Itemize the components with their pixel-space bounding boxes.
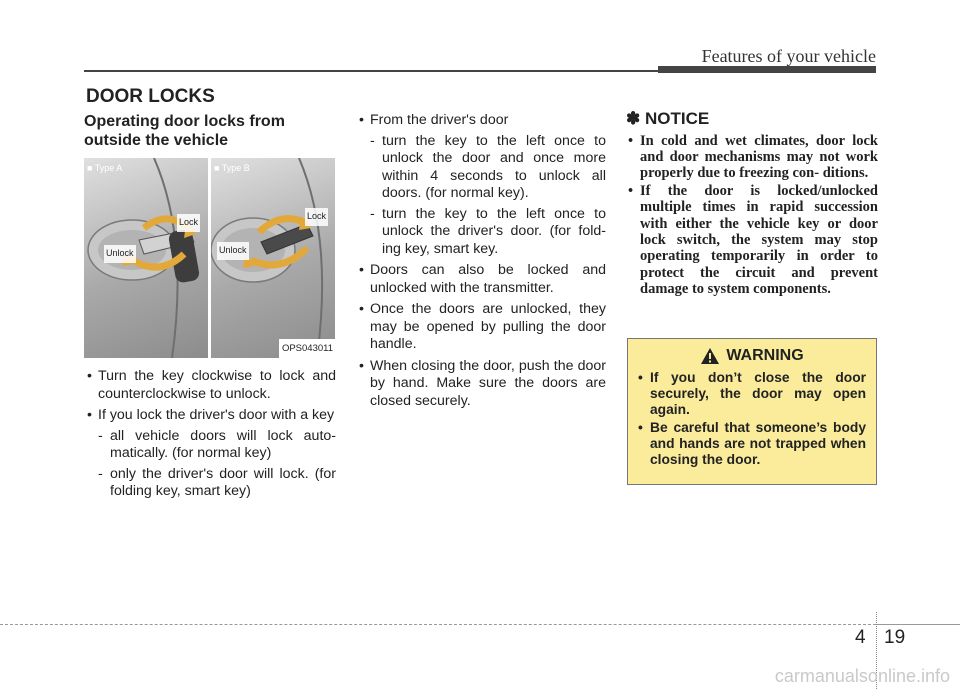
notice-item: • In cold and wet climates, door lock and door mechanisms may not work properly due to freezing con- ditions. — [626, 133, 878, 182]
sub-list-item: - turn the key to the left once to unlock the driver's door. (for fold- ing key, smart key. — [370, 206, 606, 259]
notice-item: • If the door is locked/unlocked multiple times in rapid succession with either the vehicle key or door lock switch, the system may stop operating temporarily in order to protect the circuit and prevent damage to system components. — [626, 183, 878, 298]
sub-list-item: - turn the key to the left once to unlock the door and once more within 4 seconds to unlock all doors. (for normal key). — [370, 133, 606, 203]
figure-panel-type-a — [84, 158, 208, 358]
subheading-outside-locks: Operating door locks from outside the vehicle — [84, 113, 285, 149]
unlock-label-b: Unlock — [217, 242, 249, 260]
list-item: • If you lock the driver's door with a key - all vehicle doors will lock auto- matically. (for normal key) - only the driver's door will lock. (for folding key, smart key) — [84, 407, 336, 501]
warning-list — [638, 370, 866, 468]
footer-rule — [0, 624, 876, 625]
warning-item: • If you don’t close the door securely, the door may open again. — [638, 370, 866, 418]
list-item: • From the driver's door - turn the key to the left once to unlock the door and once more within 4 seconds to unlock all doors. (for normal key). - turn the key to the left once to unlock the driver's door. (for fold- ing key, smart key. — [356, 112, 606, 258]
lock-label-a: Lock — [177, 214, 200, 232]
list-item: • Turn the key clockwise to lock and counterclockwise to unlock. — [84, 368, 336, 403]
col1-bullet-list — [84, 368, 336, 501]
warning-triangle-icon — [700, 347, 720, 365]
notice-title: ✽ NOTICE — [626, 109, 710, 128]
lock-label-b: Lock — [305, 208, 328, 226]
warning-header — [638, 347, 866, 365]
sub-list — [98, 428, 336, 501]
list-item: • Once the doors are unlocked, they may be opened by pulling the door handle. — [356, 301, 606, 354]
running-title: Features of your vehicle — [701, 46, 876, 66]
door-lock-figure — [84, 158, 336, 358]
sub-list-item: - only the driver's door will lock. (for folding key, smart key) — [98, 466, 336, 501]
chapter-number: 4 — [855, 627, 866, 648]
figure-panel-type-b — [211, 158, 335, 358]
type-a-label: ■ Type A — [87, 163, 123, 173]
header-rule — [84, 70, 658, 72]
list-item: • Doors can also be locked and unlocked with the transmitter. — [356, 262, 606, 297]
warning-title: WARNING — [726, 347, 804, 364]
header-rule-accent — [658, 66, 876, 73]
unlock-label-a: Unlock — [104, 245, 136, 263]
figure-code: OPS043011 — [279, 339, 336, 359]
warning-box — [627, 338, 877, 485]
column-left — [84, 112, 336, 505]
col2-bullet-list — [356, 112, 606, 410]
type-b-label: ■ Type B — [214, 163, 250, 173]
notice-list — [626, 133, 878, 298]
footer-rule-end — [876, 624, 960, 625]
list-item: • When closing the door, push the door by hand. Make sure the doors are closed securely. — [356, 358, 606, 411]
sub-list — [370, 133, 606, 259]
section-title: DOOR LOCKS — [86, 86, 215, 107]
watermark: carmanualsonline.info — [774, 666, 950, 686]
page-number: 19 — [884, 627, 906, 648]
column-right — [626, 110, 878, 299]
warning-item: • Be careful that someone’s body and hands are not trapped when closing the door. — [638, 420, 866, 468]
sub-list-item: - all vehicle doors will lock auto- matically. (for normal key) — [98, 428, 336, 463]
column-middle — [356, 112, 606, 414]
type-a-illustration — [84, 158, 208, 358]
